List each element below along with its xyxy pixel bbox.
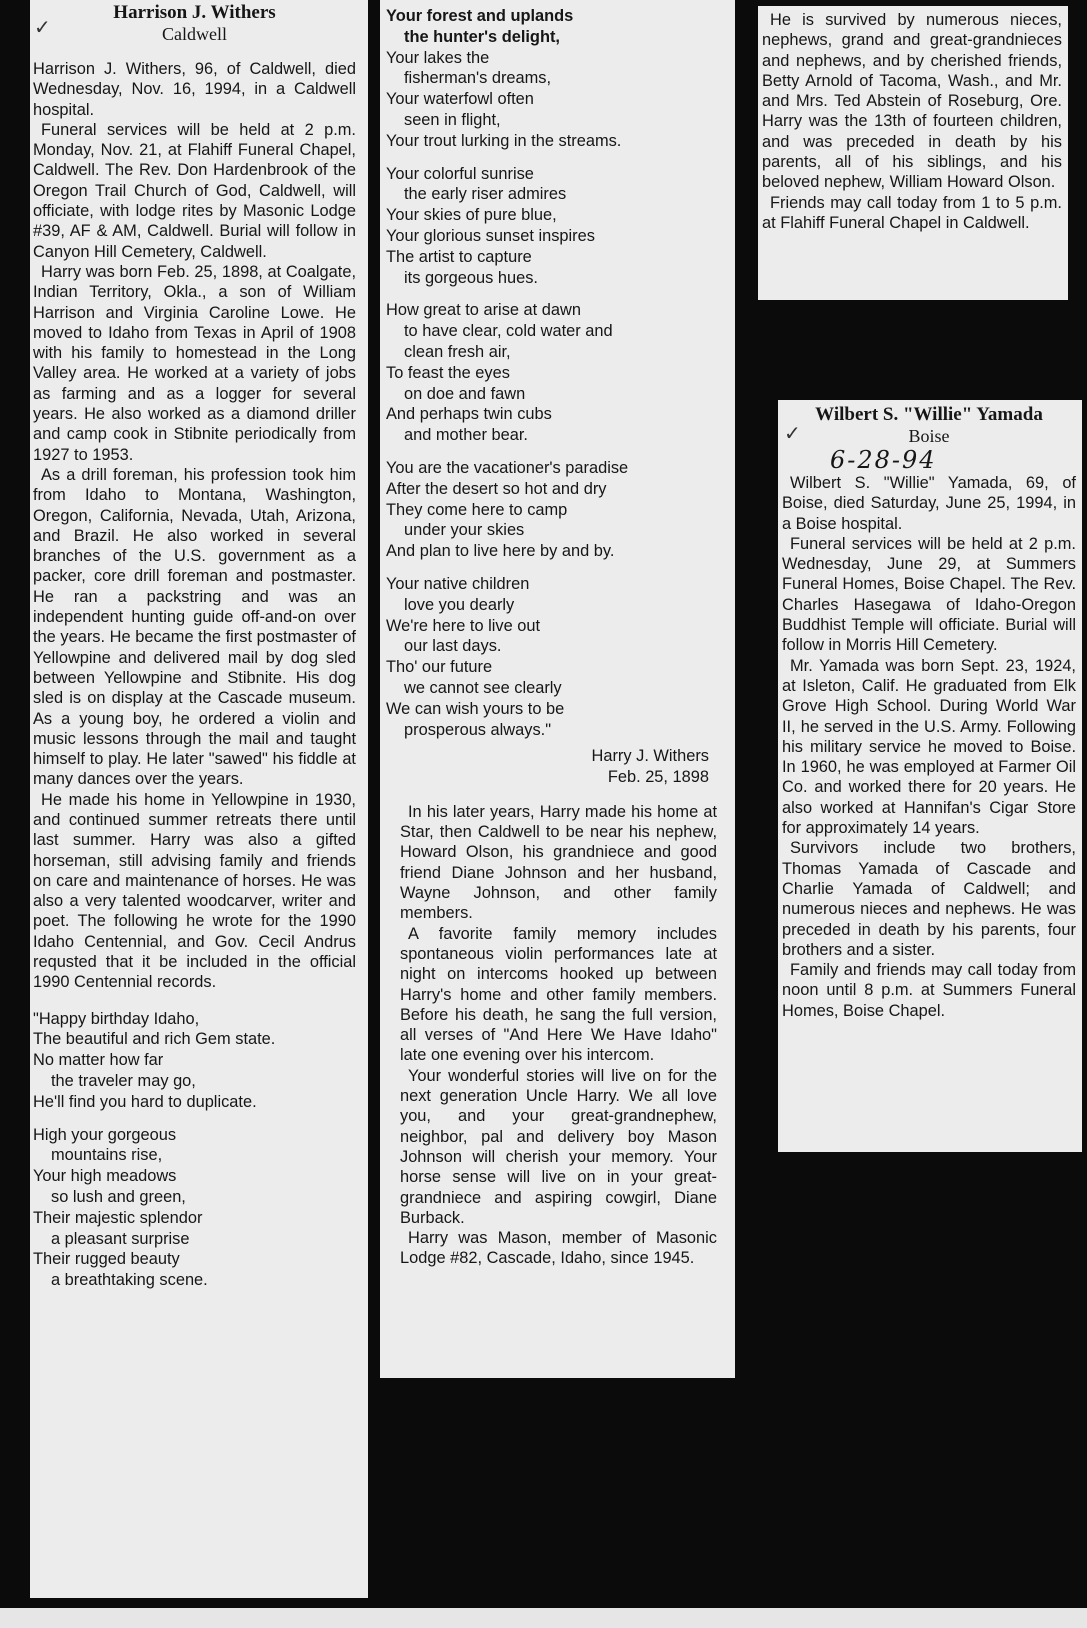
poem-line: No matter how far <box>33 1051 164 1070</box>
poem-stanza <box>386 574 721 740</box>
paragraph: He made his home in Yellowpine in 1930, and continued summer retreats there until last summer. Harry was also a gifted horseman, still advising family and friends on care and maintenance of horses. He was also a very talented woodcarver, writer and poet. The following he wrote for the 1990 Idaho Centennial, and Gov. Cecil Andrus requsted that it be included in the official 1990 Centennial records. <box>33 790 356 992</box>
poem-line: Their rugged beauty <box>33 1250 180 1269</box>
paragraph: In his later years, Harry made his home at Star, then Caldwell to be near his nephew, Howard Olson, his grandniece and good friend Diane Johnson and her husband, Wayne Johnson, and other family members. <box>400 802 717 923</box>
poem-line: clean fresh air, <box>404 342 511 361</box>
paragraph: Your wonderful stories will live on for the next generation Uncle Harry. We all love you, and your great-grandnephew, neighbor, pal and delivery boy Mason Johnson will cherish your memory. Your horse sense will live on in your great-grandniece and aspiring cowgirl, Diane Burback. <box>400 1066 717 1227</box>
poem-line: They come here to camp <box>386 500 568 519</box>
obituary-city: Caldwell <box>162 24 227 44</box>
poem-line: to have clear, cold water and <box>404 322 613 341</box>
withers-column-3 <box>758 6 1068 300</box>
poem-line: Your colorful sunrise <box>386 164 534 183</box>
poem-line: seen in flight, <box>404 110 501 129</box>
paragraph: A favorite family memory includes spontaneous violin performances late at night on intercoms hooked up between Harry's home and other family members. Before his death, he sang the full version, all verses of "And Here We Have Idaho" late one evening over his intercom. <box>400 924 717 1065</box>
paragraph: He is survived by numerous nieces, nephews, grand and great-grandnieces and nephews, and by cherished friends, Betty Arnold of Tacoma, Wash., and Mr. and Mrs. Ted Abstein of Roseburg, Ore. Harry was the 13th of fourteen children, and was preceded in death by his parents, all of his siblings, and his beloved nephew, William Howard Olson. <box>762 11 1062 192</box>
poem-line: a pleasant surprise <box>51 1229 190 1248</box>
signature-date: Feb. 25, 1898 <box>607 768 709 787</box>
poem-line: We're here to live out <box>386 616 541 635</box>
paragraph: Wilbert S. "Willie" Yamada, 69, of Boise, died Saturday, June 25, 1994, in a Boise hospital. <box>782 474 1076 533</box>
yamada-obituary <box>778 400 1082 1152</box>
poem-line: prosperous always." <box>404 720 552 739</box>
paragraph: Harry was born Feb. 25, 1898, at Coalgate, Indian Territory, Okla., a son of William Harrison and Virginia Caroline Lowe. He moved to Idaho from Texas in April of 1908 with his family to homestead in the Long Valley area. He worked at a variety of jobs as farming and as a logger for several years. He also worked as a diamond driller and camp cook in Stibnite periodically from 1927 to 1953. <box>33 262 356 464</box>
paragraph: Funeral services will be held at 2 p.m. Wednesday, June 29, at Summers Funeral Homes, Boise Chapel. The Rev. Charles Hasegawa of Idaho-Oregon Buddhist Temple will officiate. Burial will follow in Morris Hill Cemetery. <box>782 534 1076 655</box>
obituary-name: Harrison J. Withers <box>113 2 276 23</box>
poem-line: Your high meadows <box>33 1167 177 1186</box>
poem-line: on doe and fawn <box>404 384 526 403</box>
poem-line: its gorgeous hues. <box>404 268 538 287</box>
check-mark: ✓ <box>784 423 801 445</box>
poem-line: And perhaps twin cubs <box>386 405 552 424</box>
poem-line: The artist to capture <box>386 247 532 266</box>
poem-line: And plan to live here by and by. <box>386 542 615 561</box>
withers-column-2 <box>380 0 735 1378</box>
poem-line: How great to arise at dawn <box>386 301 581 320</box>
poem-line: the early riser admires <box>404 185 567 204</box>
poem-stanza <box>33 1009 356 1113</box>
poem-line: Your native children <box>386 574 530 593</box>
poem-stanza <box>386 6 721 152</box>
poem-line: love you dearly <box>404 595 515 614</box>
poem-line: To feast the eyes <box>386 363 510 382</box>
poem-line: We can wish yours to be <box>386 699 565 718</box>
poem-line: The beautiful and rich Gem state. <box>33 1030 276 1049</box>
paragraph: As a drill foreman, his profession took him from Idaho to Montana, Washington, Oregon, California, Nevada, Utah, Arizona, and Brazil. He also worked in several branches of the U.S. government as a packer, core drill foreman and postmaster. He ran a packstring and was an independent hunting guide off-and-on over the years. He became the first postmaster of Yellowpine and delivered mail by dog sled between Yellowpine and Stibnite. His dog sled is on display at the Cascade museum. As a young boy, he ordered a violin and music lessons through the mail and taught himself to play. He later "sawed" his fiddle at many dances over the years. <box>33 465 356 789</box>
withers-column-1 <box>30 0 368 1598</box>
paragraph: Funeral services will be held at 2 p.m. Monday, Nov. 21, at Flahiff Funeral Chapel, Caldwell. The Rev. Don Hardenbrook of the Oregon Trail Church of God, Caldwell, will officiate, with lodge rites by Masonic Lodge #39, AF & AM, Caldwell. Burial will follow in Canyon Hill Cemetery, Caldwell. <box>33 120 356 261</box>
poem-line: "Happy birthday Idaho, <box>33 1009 200 1028</box>
poem-line: He'll find you hard to duplicate. <box>33 1092 257 1111</box>
poem-line: we cannot see clearly <box>404 678 562 697</box>
poem-line: Your waterfowl often <box>386 90 534 109</box>
poem-line: High your gorgeous <box>33 1125 177 1144</box>
poem-line: and mother bear. <box>404 426 528 445</box>
poem-line: so lush and green, <box>51 1188 186 1207</box>
paragraph: Family and friends may call today from noon until 8 p.m. at Summers Funeral Homes, Boise Chapel. <box>782 961 1076 1020</box>
poem-line: our last days. <box>404 637 502 656</box>
poem-line: under your skies <box>404 521 525 540</box>
paragraph: Friends may call today from 1 to 5 p.m. at Flahiff Funeral Chapel in Caldwell. <box>762 193 1062 232</box>
paragraph: Survivors include two brothers, Thomas Yamada of Cascade and Charlie Yamada of Caldwell; and numerous nieces and nephews. He was preceded in death by his parents, four brothers and a sister. <box>782 839 1076 959</box>
obituary-city: Boise <box>908 426 950 446</box>
poem-line: the hunter's delight, <box>404 27 560 46</box>
poem-line: fisherman's dreams, <box>404 69 552 88</box>
handwritten-date: 6-28-94 <box>830 446 937 474</box>
poem-line: After the desert so hot and dry <box>386 479 607 498</box>
scanner-margin <box>0 1608 1087 1628</box>
paragraph: Harrison J. Withers, 96, of Caldwell, died Wednesday, Nov. 16, 1994, in a Caldwell hospital. <box>33 60 356 119</box>
poem-stanza <box>386 458 721 562</box>
check-mark: ✓ <box>34 17 51 39</box>
poem-stanza <box>33 1125 356 1291</box>
signature-name: Harry J. Withers <box>591 747 709 766</box>
poem-stanza <box>386 300 721 446</box>
poem-line: a breathtaking scene. <box>51 1271 208 1290</box>
poem-line: Your forest and uplands <box>386 7 574 25</box>
poem-line: the traveler may go, <box>51 1072 196 1091</box>
poem-stanza <box>386 164 721 289</box>
poem-signature <box>386 746 721 788</box>
poem-line: Your glorious sunset inspires <box>386 226 595 245</box>
poem-line: Tho' our future <box>386 658 493 677</box>
poem-line: mountains rise, <box>51 1146 163 1165</box>
paragraph: Harry was Mason, member of Masonic Lodge #82, Cascade, Idaho, since 1945. <box>400 1229 717 1268</box>
poem-line: Your skies of pure blue, <box>386 206 557 225</box>
poem-line: You are the vacationer's paradise <box>386 458 629 477</box>
poem-line: Your lakes the <box>386 48 490 67</box>
poem-line: Your trout lurking in the streams. <box>386 131 622 150</box>
obituary-name: Wilbert S. "Willie" Yamada <box>815 404 1043 425</box>
poem-line: Their majestic splendor <box>33 1208 203 1227</box>
paragraph: Mr. Yamada was born Sept. 23, 1924, at Isleton, Calif. He graduated from Elk Grove High School. During World War II, he served in the U.S. Army. Following his military service he moved to Boise. In 1960, he was employed at Farmer Oil Co. and worked there for 20 years. He also worked at Hannifan's Cigar Store for approximately 14 years. <box>782 656 1076 838</box>
